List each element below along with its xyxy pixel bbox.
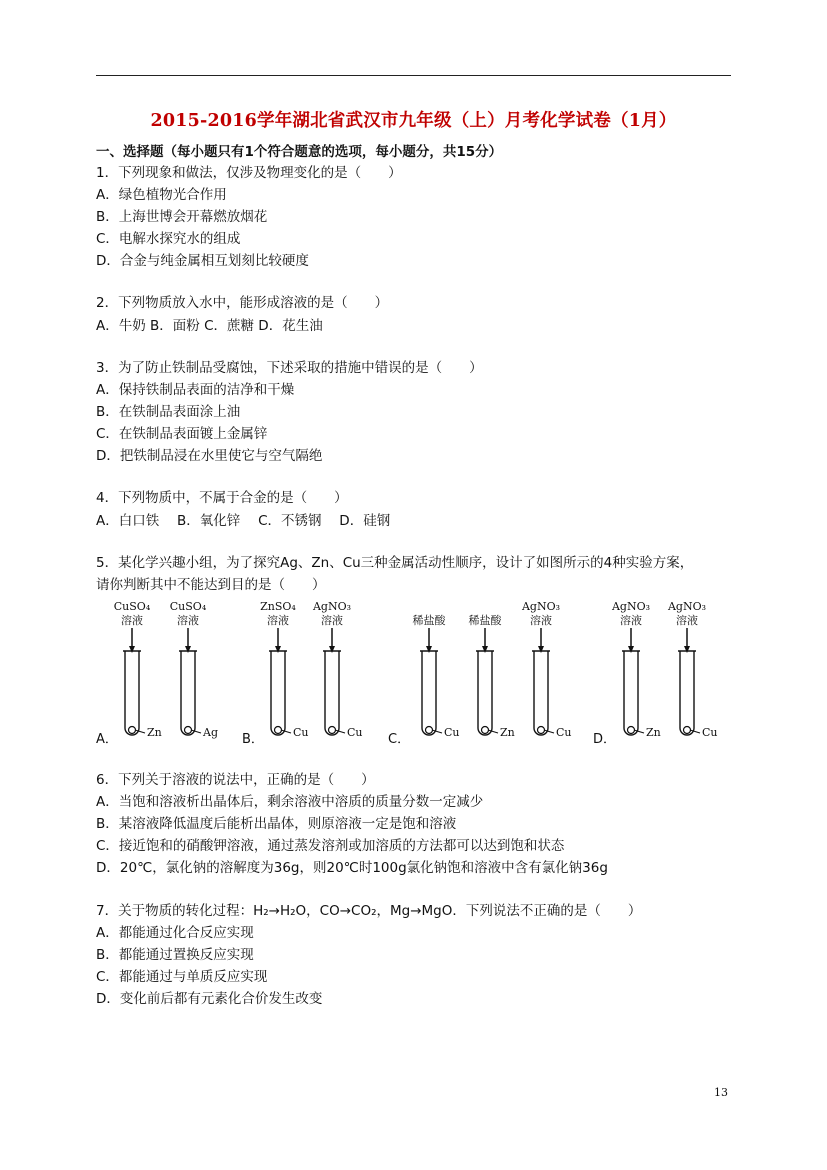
arrow-head [185, 646, 191, 653]
reagent-label: 溶液 [676, 614, 698, 627]
test-tube [271, 651, 285, 735]
metal-sample [129, 727, 136, 734]
answer-option: B．某溶液降低温度后能析出晶体，则原溶液一定是饱和溶液 [96, 816, 457, 832]
metal-sample [275, 727, 282, 734]
page-number: 13 [714, 1086, 728, 1099]
reagent-label: 溶液 [321, 614, 343, 627]
question-stem: 6．下列关于溶液的说法中，正确的是（ ） [96, 772, 375, 788]
option-label: A． [96, 732, 118, 747]
answer-option: D．变化前后都有元素化合价发生改变 [96, 991, 323, 1007]
question-stem: 5．某化学兴趣小组，为了探究Ag、Zn、Cu三种金属活动性顺序，设计了如图所示的4种实验方案， [96, 555, 694, 571]
question-stem: 3．为了防止铁制品受腐蚀，下述采取的措施中错误的是（ ） [96, 360, 483, 376]
metal-sample [329, 727, 336, 734]
answer-option: B．在铁制品表面涂上油 [96, 404, 241, 420]
question-stem: 7．关于物质的转化过程：H₂→H₂O，CO→CO₂，Mg→MgO．下列说法不正确的是（ ） [96, 903, 642, 919]
test-tube [478, 651, 492, 735]
reagent-formula: CuSO₄ [113, 600, 151, 613]
metal-label: Cu [444, 726, 460, 739]
arrow-head [275, 646, 281, 653]
reagent-label: 溶液 [620, 614, 642, 627]
arrow-head [482, 646, 488, 653]
metal-label: Cu [702, 726, 718, 739]
test-tube [534, 651, 548, 735]
reagent-label: 溶液 [121, 614, 143, 627]
test-tube [680, 651, 694, 735]
answer-option: A．保持铁制品表面的洁净和干燥 [96, 382, 295, 398]
reagent-formula: CuSO₄ [169, 600, 207, 613]
reagent-label: 溶液 [530, 614, 552, 627]
metal-sample [185, 727, 192, 734]
test-tube [422, 651, 436, 735]
answer-options-inline: A．白口铁 B．氧化锌 C．不锈钢 D．硅钢 [96, 513, 391, 529]
reagent-formula: AgNO₃ [521, 600, 561, 613]
answer-option: D．合金与纯金属相互划刻比较硬度 [96, 253, 309, 269]
header-rule [96, 75, 731, 76]
option-label: D． [593, 732, 617, 747]
arrow-head [426, 646, 432, 653]
answer-option: D．20℃，氯化钠的溶解度为36g，则20℃时100g氯化钠饱和溶液中含有氯化钠36g [96, 860, 608, 876]
answer-option: A．都能通过化合反应实现 [96, 925, 254, 941]
metal-label: Cu [556, 726, 572, 739]
metal-label: Zn [646, 726, 661, 739]
metal-sample [482, 727, 489, 734]
test-tube [125, 651, 139, 735]
reagent-label: 稀盐酸 [412, 614, 446, 627]
arrow-head [329, 646, 335, 653]
metal-label: Zn [147, 726, 162, 739]
reagent-formula: ZnSO₄ [260, 600, 296, 613]
arrow-head [129, 646, 135, 653]
answer-option: A．绿色植物光合作用 [96, 187, 227, 203]
reagent-label: 溶液 [267, 614, 289, 627]
question-stem: 1．下列现象和做法，仅涉及物理变化的是（ ） [96, 165, 402, 181]
reagent-label: 稀盐酸 [468, 614, 502, 627]
answer-option: A．当饱和溶液析出晶体后，剩余溶液中溶质的质量分数一定减少 [96, 794, 484, 810]
answer-options-inline: A．牛奶 B．面粉 C．蔗糖 D．花生油 [96, 318, 323, 334]
option-label: B． [242, 732, 264, 747]
answer-option: B．都能通过置换反应实现 [96, 947, 254, 963]
reagent-label: 溶液 [177, 614, 199, 627]
test-tube [325, 651, 339, 735]
reagent-formula: AgNO₃ [611, 600, 651, 613]
arrow-head [684, 646, 690, 653]
metal-sample [538, 727, 545, 734]
metal-label: Ag [203, 726, 218, 739]
metal-label: Zn [500, 726, 515, 739]
metal-sample [628, 727, 635, 734]
question-stem: 4．下列物质中，不属于合金的是（ ） [96, 490, 348, 506]
test-tube [624, 651, 638, 735]
metal-label: Cu [347, 726, 363, 739]
answer-option: B．上海世博会开幕燃放烟花 [96, 209, 268, 225]
section-heading: 一、选择题（每小题只有1个符合题意的选项，每小题分，共15分） [96, 144, 503, 160]
test-tube [181, 651, 195, 735]
answer-option: D．把铁制品浸在水里使它与空气隔绝 [96, 448, 323, 464]
answer-option: C．接近饱和的硝酸钾溶液，通过蒸发溶剂或加溶质的方法都可以达到饱和状态 [96, 838, 565, 854]
answer-option: C．都能通过与单质反应实现 [96, 969, 268, 985]
option-label: C． [388, 732, 411, 747]
metal-label: Cu [293, 726, 309, 739]
metal-sample [684, 727, 691, 734]
page-title: 2015-2016学年湖北省武汉市九年级（上）月考化学试卷（1月） [150, 111, 677, 131]
answer-option: C．在铁制品表面镀上金属锌 [96, 426, 268, 442]
test-tube-figure [96, 596, 736, 748]
question-stem: 请你判断其中不能达到目的是（ ） [96, 577, 326, 593]
arrow-head [538, 646, 544, 653]
answer-option: C．电解水探究水的组成 [96, 231, 241, 247]
question-stem: 2．下列物质放入水中，能形成溶液的是（ ） [96, 295, 389, 311]
arrow-head [628, 646, 634, 653]
reagent-formula: AgNO₃ [667, 600, 707, 613]
metal-sample [426, 727, 433, 734]
reagent-formula: AgNO₃ [312, 600, 352, 613]
